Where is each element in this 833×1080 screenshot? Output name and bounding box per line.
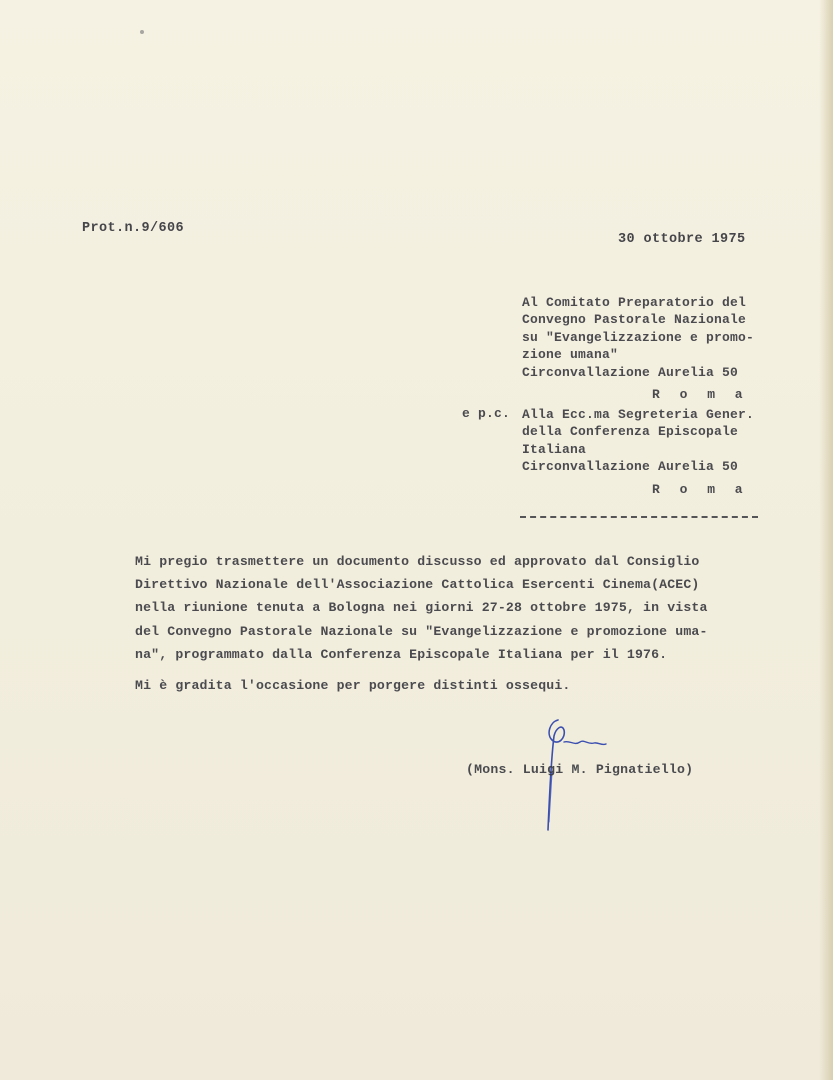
body-line: del Convegno Pastorale Nazionale su "Evangelizzazione e promozione uma- (135, 623, 708, 639)
letter-date: 30 ottobre 1975 (618, 232, 746, 247)
paper-edge (819, 0, 833, 1080)
recipient-line: Convegno Pastorale Nazionale (522, 312, 747, 328)
recipient-city: R o m a (652, 387, 749, 403)
recipient-line: Al Comitato Preparatorio del (522, 295, 747, 310)
recipient-address (522, 294, 822, 404)
letter-body (135, 550, 795, 697)
cc-line: della Conferenza Episcopale (522, 424, 739, 440)
recipient-line: su "Evangelizzazione e promo- (522, 329, 755, 345)
cc-line: Italiana (522, 441, 587, 457)
recipient-line: Circonvallazione Aurelia 50 (522, 364, 739, 380)
body-line: Mi pregio trasmettere un documento discusso ed approvato dal Consiglio (135, 554, 700, 569)
closing-line: Mi è gradita l'occasione per porgere distinti ossequi. (135, 678, 571, 694)
cc-city: R o m a (652, 481, 749, 497)
cc-line: Alla Ecc.ma Segreteria Gener. (522, 407, 755, 422)
cc-label: e p.c. (462, 406, 511, 421)
signatory-name: (Mons. Luigi M. Pignatiello) (466, 762, 694, 777)
body-line: Direttivo Nazionale dell'Associazione Cattolica Esercenti Cinema(ACEC) (135, 577, 700, 593)
cc-line: Circonvallazione Aurelia 50 (522, 459, 739, 475)
recipient-line: zione umana" (522, 347, 619, 363)
body-line: na", programmato dalla Conferenza Episcopale Italiana per il 1976. (135, 646, 668, 662)
body-line: nella riunione tenuta a Bologna nei giorni 27-28 ottobre 1975, in vista (135, 600, 708, 616)
protocol-number: Prot.n.9/606 (82, 221, 185, 236)
address-divider (520, 516, 758, 518)
cc-address (522, 406, 822, 498)
paper-speck (140, 30, 144, 34)
